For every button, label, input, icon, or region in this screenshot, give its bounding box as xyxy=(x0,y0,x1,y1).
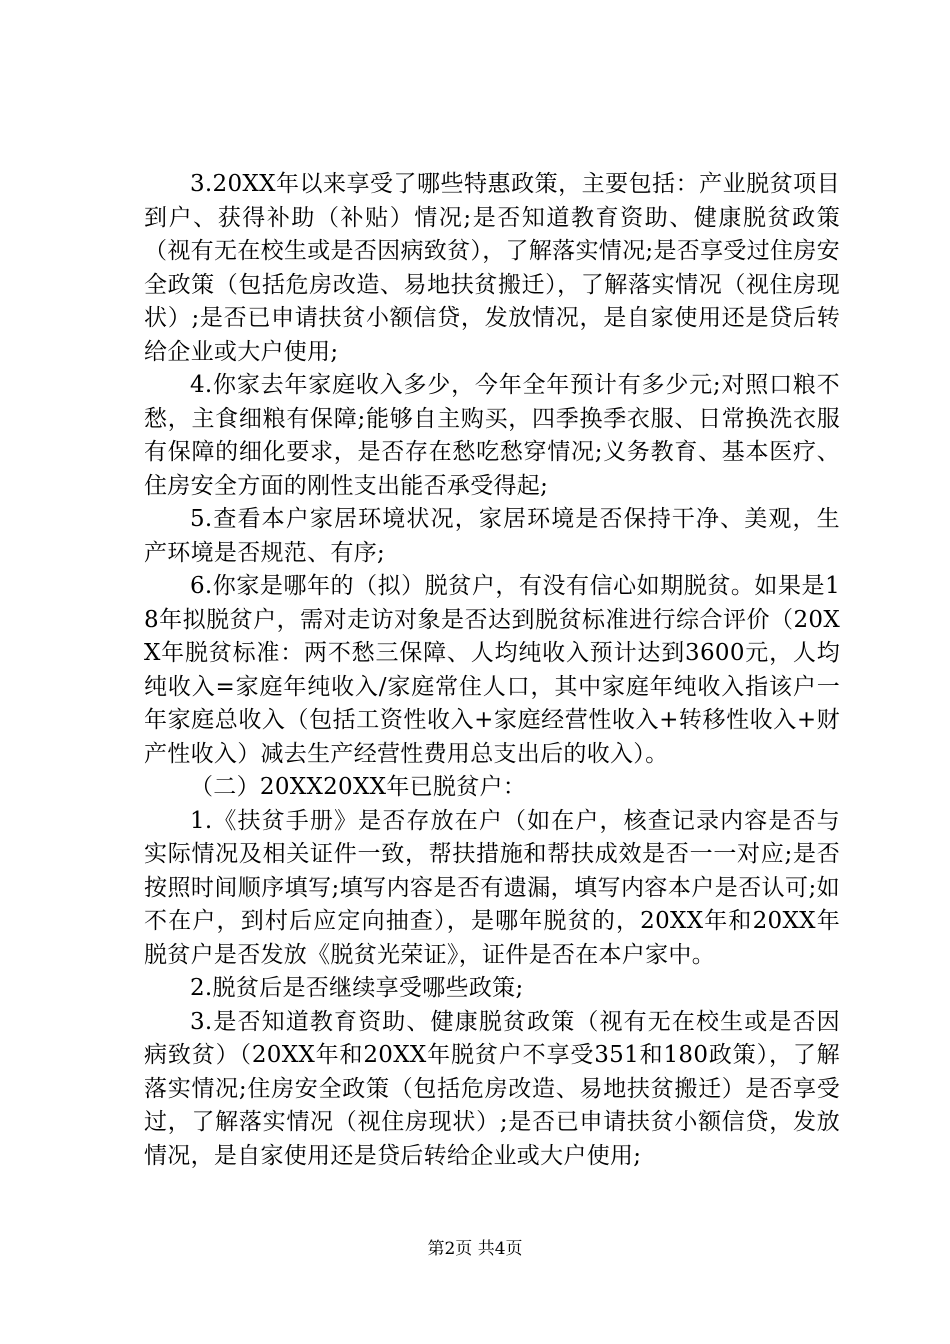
paragraph-item-1-handbook: 1.《扶贫手册》是否存放在户（如在户，核查记录内容是否与实际情况及相关证件一致，帮扶措施和帮扶成效是否一一对应;是否按照时间顺序填写;填写内容是否有遗漏，填写内容本户是否认可;如不在户，到村后应定向抽查），是哪年脱贫的，20XX年和20XX年脱贫户是否发放《脱贫光荣证》，证件是否在本户家中。 xyxy=(144,807,840,968)
section-heading-lifted-households: （二）20XX20XX年已脱贫户： xyxy=(190,774,527,800)
page-number-indicator: 第2页 共4页 xyxy=(427,1239,523,1259)
paragraph-item-3-policies: 3.20XX年以来享受了哪些特惠政策，主要包括：产业脱贫项目到户、获得补助（补贴）情况;是否知道教育资助、健康脱贫政策（视有无在校生或是否因病致贫），了解落实情况;是否享受过住房安全政策（包括危房改造、易地扶贫搬迁），了解落实情况（视住房现状）;是否已申请扶贫小额信贷，发放情况，是自家使用还是贷后转给企业或大户使用; xyxy=(144,171,840,365)
document-body xyxy=(144,168,840,1173)
paragraph-item-6-poverty-status: 6.你家是哪年的（拟）脱贫户，有没有信心如期脱贫。如果是18年拟脱贫户，需对走访对象是否达到脱贫标准进行综合评价（20XX年脱贫标准：两不愁三保障、人均纯收入预计达到3600元，人均纯收入=家庭年纯收入/家庭常住人口，其中家庭年纯收入指该户一年家庭总收入（包括工资性收入+家庭经营性收入+转移性收入+财产性收入）减去生产经营性费用总支出后的收入）。 xyxy=(144,573,840,767)
paragraph-item-5-environment: 5.查看本户家居环境状况，家居环境是否保持干净、美观，生产环境是否规范、有序; xyxy=(144,506,840,566)
page-footer xyxy=(0,1238,950,1260)
paragraph-item-2-continued-policies: 2.脱贫后是否继续享受哪些政策; xyxy=(190,975,524,1001)
paragraph-item-4-income: 4.你家去年家庭收入多少，今年全年预计有多少元;对照口粮不愁，主食细粮有保障;能够自主购买，四季换季衣服、日常换洗衣服有保障的细化要求，是否存在愁吃愁穿情况;义务教育、基本医疗、住房安全方面的刚性支出能否承受得起; xyxy=(144,372,840,499)
paragraph-item-3-education-health: 3.是否知道教育资助、健康脱贫政策（视有无在校生或是否因病致贫）（20XX年和20XX年脱贫户不享受351和180政策），了解落实情况;住房安全政策（包括危房改造、易地扶贫搬迁）是否享受过，了解落实情况（视住房现状）;是否已申请扶贫小额信贷，发放情况，是自家使用还是贷后转给企业或大户使用; xyxy=(144,1008,840,1169)
